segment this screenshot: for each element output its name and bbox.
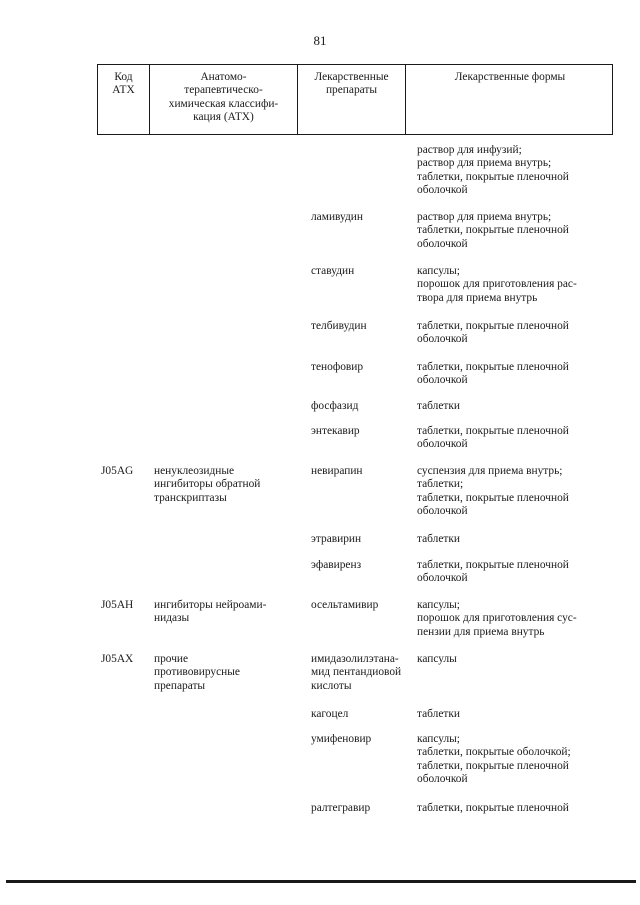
drug-name: энтекавир [311, 425, 360, 437]
dosage-forms: таблетки, покрытые пленочной оболочкой [417, 320, 569, 346]
drug-name: ламивудин [311, 211, 363, 223]
dosage-forms: капсулы [417, 653, 457, 665]
drug-name: телбивудин [311, 320, 367, 332]
atc-code: J05AH [101, 599, 134, 611]
drug-name: ставудин [311, 265, 355, 277]
drug-name: кагоцел [311, 708, 349, 720]
dosage-forms: капсулы; порошок для приготовления рас- твора для приема внутрь [417, 265, 577, 304]
dosage-forms: таблетки [417, 400, 461, 412]
dosage-forms: раствор для приема внутрь; таблетки, покрытые пленочной оболочкой [417, 211, 569, 250]
dosage-forms: таблетки [417, 708, 461, 720]
header-atc-classification: Анатомо- терапевтическо- химическая классифи- кация (АТХ) [149, 65, 297, 134]
dosage-forms: таблетки, покрытые пленочной [417, 802, 569, 814]
drug-name: эфавиренз [311, 559, 362, 571]
drug-name: осельтамивир [311, 599, 379, 611]
drug-name: тенофовир [311, 361, 364, 373]
drug-name: имидазолилэтана- мид пентандиовой кислоты [311, 653, 402, 692]
dosage-forms: таблетки [417, 533, 461, 545]
header-drugs: Лекарственные препараты [297, 65, 405, 134]
page-bottom-rule [6, 880, 636, 883]
page-number: 81 [313, 33, 327, 48]
drug-name: этравирин [311, 533, 362, 545]
drug-name: невирапин [311, 465, 363, 477]
drug-name: ралтегравир [311, 802, 371, 814]
header-dosage-forms: Лекарственные формы [405, 65, 614, 134]
atc-code: J05AX [101, 653, 134, 665]
atc-code: J05AG [101, 465, 134, 477]
dosage-forms: таблетки, покрытые пленочной оболочкой [417, 361, 569, 387]
dosage-forms: суспензия для приема внутрь; таблетки; таблетки, покрытые пленочной оболочкой [417, 465, 569, 518]
dosage-forms: капсулы; порошок для приготовления сус- пензии для приема внутрь [417, 599, 577, 638]
table-header [97, 64, 613, 135]
dosage-forms: капсулы; таблетки, покрытые оболочкой; таблетки, покрытые пленочной оболочкой [417, 733, 571, 786]
atc-class: ненуклеозидные ингибиторы обратной транскриптазы [154, 465, 261, 504]
dosage-forms: таблетки, покрытые пленочной оболочкой [417, 425, 569, 451]
atc-class: прочие противовирусные препараты [154, 653, 240, 692]
drug-name: фосфазид [311, 400, 359, 412]
atc-class: ингибиторы нейроами- нидазы [154, 599, 267, 625]
dosage-forms: раствор для инфузий; раствор для приема внутрь; таблетки, покрытые пленочной оболочкой [417, 144, 569, 197]
dosage-forms: таблетки, покрытые пленочной оболочкой [417, 559, 569, 585]
drug-name: умифеновир [311, 733, 372, 745]
header-atc-code: Код АТХ [112, 71, 135, 97]
